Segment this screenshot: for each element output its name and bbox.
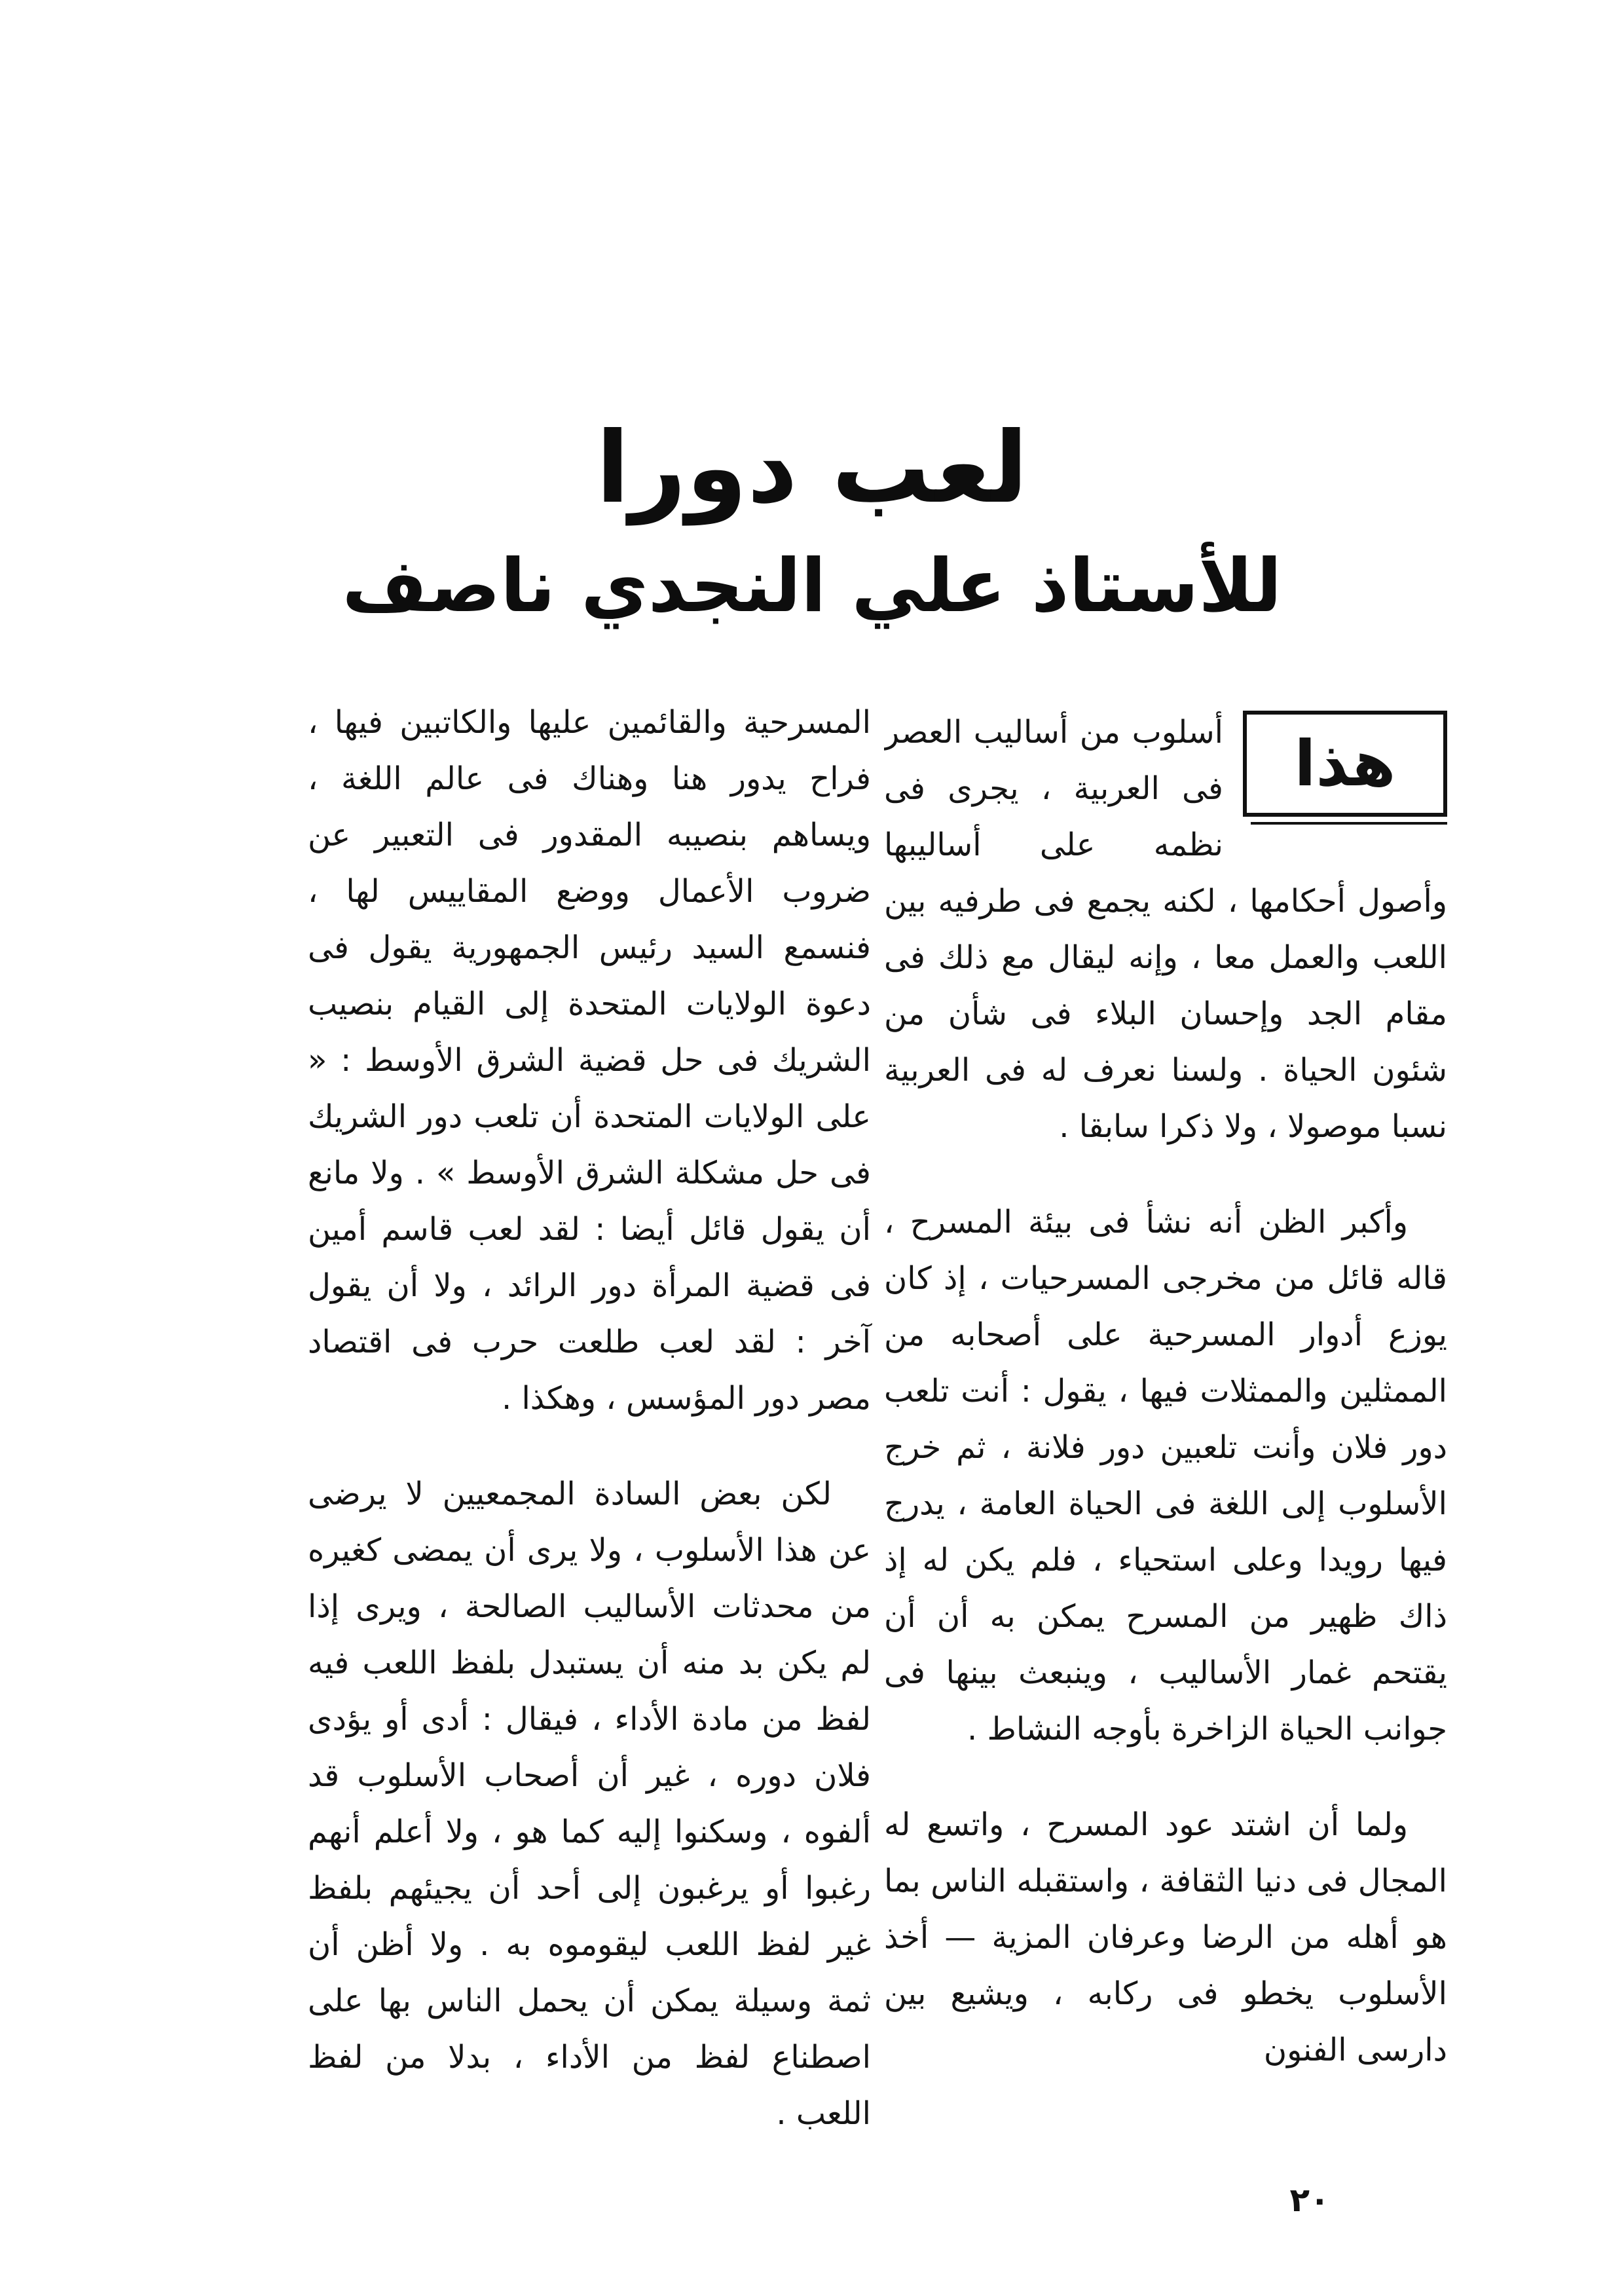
boxed-lead-word: هذا <box>1243 711 1447 817</box>
left-column <box>308 694 871 2181</box>
right-column <box>884 704 1447 2118</box>
paragraph: المسرحية والقائمين عليها والكاتبين فيها ، فراح يدور هنا وهناك فى عالم اللغة ، ويساهم بنصيبه المقدور فى التعبير عن ضروب الأعمال ووضع المقاييس لها ، فنسمع السيد رئيس الجمهورية يقول فى دعوة الولايات المتحدة إلى القيام بنصيب الشريك فى حل قضية الشرق الأوسط : « على الولايات المتحدة أن تلعب دور الشريك فى حل مشكلة الشرق الأوسط » . ولا مانع أن يقول قائل أيضا : لقد لعب قاسم أمين فى قضية المرأة دور الرائد ، ولا أن يقول آخر : لقد لعب طلعت حرب فى اقتصاد مصر دور المؤسس ، وهكذا . <box>308 704 871 1417</box>
paragraph: ولما أن اشتد عود المسرح ، واتسع له المجال فى دنيا الثقافة ، واستقبله الناس بما هو أهله من الرضا وعرفان المزية — أخذ الأسلوب يخطو فى ركابه ، ويشيع بين دارسى الفنون <box>884 1806 1447 2068</box>
paragraph: لكن بعض السادة المجمعيين لا يرضى عن هذا الأسلوب ، ولا يرى أن يمضى كغيره من محدثات الأساليب الصالحة ، ويرى إذا لم يكن بد منه أن يستبدل بلفظ اللعب فيه لفظ من مادة الأداء ، فيقال : أدى أو يؤدى فلان دوره ، غير أن أصحاب الأسلوب قد ألفوه ، وسكنوا إليه كما هو ، ولا أعلم أنهم رغبوا أو يرغبون إلى أحد أن يجيئهم بلفظ غير لفظ اللعب ليقوموه به . ولا أظن أن ثمة وسيلة يمكن أن يحمل الناس بها على اصطناع لفظ من الأداء ، بدلا من لفظ اللعب . <box>308 1476 871 2132</box>
lead-paragraph: أسلوب من أساليب العصر فى العربية ، يجرى فى نظمه على أساليبها وأصول أحكامها ، لكنه يجمع فى طرفيه بين اللعب والعمل معا ، وإنه ليقال مع ذلك فى مقام الجد وإحسان البلاء فى شأن من شئون الحياة . ولسنا نعرف له فى العربية نسبا موصولا ، ولا ذكرا سابقا . <box>884 714 1447 1145</box>
paragraph: وأكبر الظن أنه نشأ فى بيئة المسرح ، قاله قائل من مخرجى المسرحيات ، إذ كان يوزع أدوار المسرحية على أصحابه من الممثلين والممثلات فيها ، يقول : أنت تلعب دور فلان وأنت تلعبين دور فلانة ، ثم خرج الأسلوب إلى اللغة فى الحياة العامة ، يدرج فيها رويدا وعلى استحياء ، فلم يكن له إذ ذاك ظهير من المسرح يمكن به أن أن يقتحم غمار الأساليب ، وينبعث بينها فى جوانب الحياة الزاخرة بأوجه النشاط . <box>884 1204 1447 1747</box>
article-title: لعب دورا <box>596 411 1028 525</box>
article-byline: للأستاذ علي النجدي ناصف <box>342 544 1282 629</box>
lead-paragraph-block <box>884 704 1447 1194</box>
page-number: ٢٠ <box>1289 2181 1330 2219</box>
